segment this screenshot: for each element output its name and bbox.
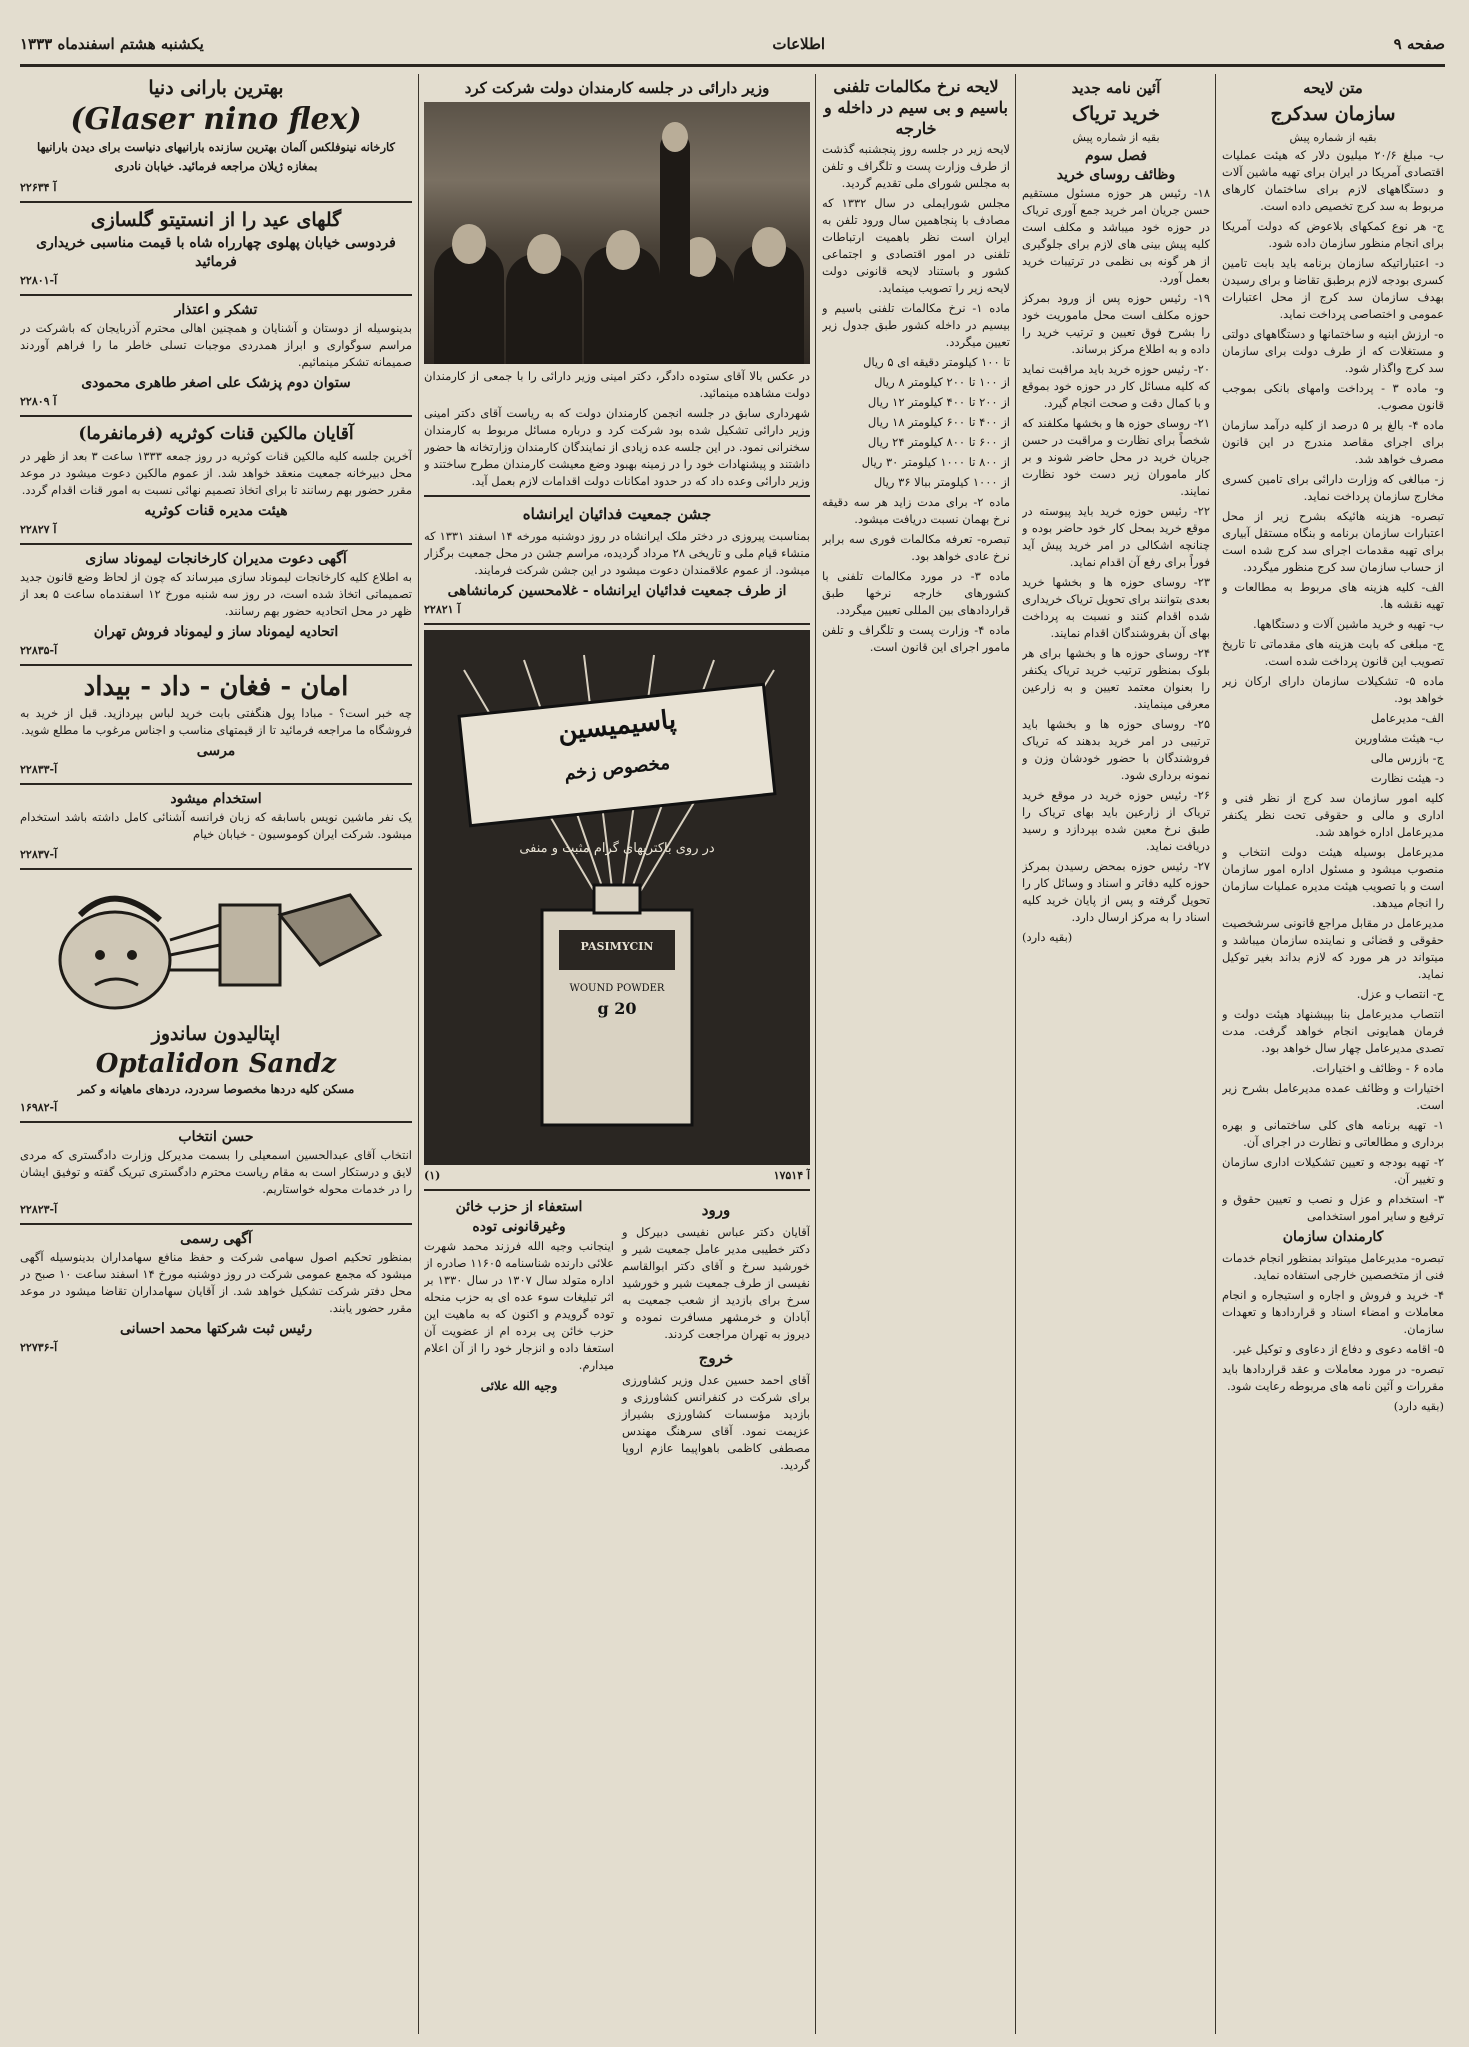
paragraph: ز- مبالغی که وزارت دارائی برای تامین کسری مخارج سازمان پرداخت نماید. xyxy=(1222,472,1444,503)
paragraph: ح- انتصاب و عزل. xyxy=(1356,987,1444,1001)
paragraph: ۳- استخدام و عزل و نصب و تعیین حقوق و ترفیع و سایر امور استخدامی xyxy=(1222,1192,1444,1223)
paragraph: آقایان دکتر عباس نفیسی دبیرکل و دکتر خطیبی مدیر عامل جمعیت شیر و خورشید سرخ و آقای دکتر ابوالقاسم نفیسی از طرف جمعیت شیر و خورشید سرخ برای بازدید از شعب جمعیت به آبادان و خرمشهر مسافرت نموده و دیروز به تهران مراجعت کردند. xyxy=(622,1225,810,1341)
paragraph: ماده ۳- در مورد مکالمات تلفنی با کشورهای خارجه نرخها طبق قراردادهای بین المللی تعیین میگردد. xyxy=(822,569,1010,617)
paragraph: ماده ۴- بالغ بر ۵ درصد از کلیه درآمد سازمان برای اجرای مقاصد مندرج در این قانون مصرف خواهد شد. xyxy=(1222,418,1444,466)
divider xyxy=(20,1121,412,1123)
ad-code: آ ۲۲۸۲۱ xyxy=(424,603,461,616)
paragraph: ب- مبلغ ۲۰/۶ میلیون دلار که هیئت عملیات اقتصادی آمریکا در ایران برای تهیه ماشین آلات و دستگاههای لازم برای ساختمان کارهای مربوط به سد کرج تخصیص داده است. xyxy=(1222,148,1444,213)
resign-signature: وجیه الله علائی xyxy=(480,1379,558,1393)
paragraph: ۱۹- رئیس حوزه پس از ورود بمرکز حوزه مکلف است محل ماموریت خود را بشرح فوق تعیین و ترتیب خرید را داده و به اطلاع مرکز برساند. xyxy=(1022,291,1210,356)
ads-column xyxy=(20,74,412,2034)
paragraph: ۱- تهیه برنامه های کلی ساختمانی و بهره برداری و مطالعاتی و نظارت در اجرای آن. xyxy=(1222,1118,1444,1149)
ad-code: آ-۲۲۸۳۵ xyxy=(20,644,58,657)
paragraph: (بقیه دارد) xyxy=(1393,1399,1444,1413)
ad-code: آ-۲۲۸۲۳ xyxy=(20,1203,58,1216)
divider xyxy=(20,783,412,785)
ad-footer xyxy=(424,1167,810,1184)
resign-title: استعفاء از حزب خائن xyxy=(455,1199,583,1215)
bottom-articles xyxy=(424,1196,810,1477)
ad-dose: 20 g xyxy=(597,999,637,1018)
divider xyxy=(20,294,412,296)
arrival-departure-news xyxy=(622,1196,810,1477)
paragraph: ۱۸- رئیس هر حوزه مسئول مستقیم حسن جریان امر خرید جمع آوری تریاک در حوزه خود میباشد و مکلف است کلیه پیش بینی های لازم برای جلوگیری از هر گونه بی نظمی در ترتیبات خرید بعمل آورد. xyxy=(1022,186,1210,285)
optalidon-illustration xyxy=(20,875,412,1020)
divider xyxy=(20,1223,412,1225)
ad-code: آ ۲۲۸۰۹ xyxy=(20,395,57,408)
paragraph: انتخاب آقای عبدالحسین اسمعیلی را بسمت مدیرکل وزارت دادگستری که مردی لایق و درستکار است به مقام ریاست محترم دادگستری تبریک گفته و توفیق ایشان را در خدمات محوله خواستاریم. xyxy=(20,1148,412,1196)
ad-title: گلهای عید را از انستیتو گلسازی xyxy=(90,209,342,231)
article-title: لایحه نرخ مکالمات تلفنی باسیم و بی سیم در داخله و خارجه xyxy=(824,77,1008,138)
ad-signature: اتحادیه لیموناد ساز و لیموناد فروش تهران xyxy=(93,624,339,640)
article-sad-karaj xyxy=(1222,74,1444,2034)
ad-title: بهترین بارانی دنیا xyxy=(148,77,284,99)
ad-code: آ-۲۲۸۳۷ xyxy=(20,848,58,861)
paragraph: بمناسبت پیروزی در دختر ملک ایرانشاه در روز دوشنبه مورخه ۱۴ اسفند ۱۳۳۱ که منشاء قیام ملی و تاریخی ۲۸ مرداد گردیده، مراسم جشن در محل جمعیت برگزار میشود. از عموم علاقمندان دعوت میشود در این جشن شرکت فرمایند. xyxy=(424,529,810,577)
paragraph: د- هیئت نظارت xyxy=(1370,771,1444,785)
ad-brand-en: (Glaser nino flex) xyxy=(70,102,362,137)
divider xyxy=(424,1189,810,1191)
resignation-notice xyxy=(424,1196,614,1477)
subheading: کارمندان سازمان xyxy=(1282,1229,1384,1245)
paragraph: ۲۶- رئیس حوزه خرید در موقع خرید تریاک از زارعین باید بهای تریاک را طبق نرخ معین شده بپردازد و رسید دریافت نماید. xyxy=(1022,788,1210,853)
divider xyxy=(20,868,412,870)
departure-title: خروج xyxy=(698,1349,734,1367)
paragraph: یک نفر ماشین نویس باسابقه که زبان فرانسه آشنائی کامل داشته باشد استخدام میشود. شرکت ایران کوموسیون - خیابان خیام xyxy=(20,810,412,841)
paragraph: ۲۷- رئیس حوزه بمحض رسیدن بمرکز حوزه کلیه دفاتر و اسناد و وسائل کار را تحویل گرفته و پس از پایان خرید کلیه اسناد را به مرکز ارسال دارد. xyxy=(1022,859,1210,924)
paragraph: مجلس شورایملی در سال ۱۳۳۲ که مصادف با پنجاهمین سال ورود تلفن به ایران است نظر باهمیت ارتباطات تلفنی در امور اقتصادی و اجتماعی کشور و باستناد لایحه قانونی دولت لایحه زیر را تصویب مینماید. xyxy=(822,196,1010,295)
paragraph: بمنظور تحکیم اصول سهامی شرکت و حفظ منافع سهامداران بدینوسیله آگهی میشود که مجمع عمومی شرکت در روز دوشنبه مورخ ۱۴ اسفند ساعت ۱۰ صبح در محل دفتر شرکت تشکیل خواهد شد. از آقایان سهامداران تقاضا میشود در موعد مقرر حضور یابند. xyxy=(20,1250,412,1315)
paragraph: اینجانب وجیه الله فرزند محمد شهرت علائی دارنده شناسنامه ۱۱۶۰۵ صادره از اداره متولد سال ۱۳۰۷ در سال ۱۳۳۰ بر اثر تبلیغات سوء عده ای به حزب منحله توده گرویدم و اکنون که به ماهیت این حزب خائن پی برده ام از عضویت آن استعفا داده و انزجار خود را از آن اعلام میدارم. xyxy=(424,1239,615,1372)
paragraph: ۲۵- روسای حوزه ها و بخشها باید ترتیبی در امر خرید بدهند که تریاک فروشندگان با حضور خودشان وزن و نمونه برداری شود. xyxy=(1022,717,1210,782)
ad-title: آقایان مالکین قنات کوثریه (فرمانفرما) xyxy=(78,424,354,444)
divider xyxy=(20,415,412,417)
paragraph: ه- ارزش ابنیه و ساختمانها و دستگاههای دولتی و مستغلات که از طرف دولت برای سازمان سد کرج واگذار شود. xyxy=(1222,327,1444,375)
paragraph: و- ماده ۳ - پرداخت وامهای بانکی بموجب قانون مصوب. xyxy=(1222,381,1444,412)
paragraph: آقای احمد حسین عدل وزیر کشاورزی برای شرکت در کنفرانس کشاورزی و بازدید مؤسسات کشاورزی بشیراز عزیمت نمود. آقای سرهنگ مهندس مصطفی کاظمی باهواپیما عازم اروپا گردید. xyxy=(622,1373,810,1472)
rate-row: از ۴۰۰ تا ۶۰۰ کیلومتر ۱۸ ریال xyxy=(867,415,1010,429)
ad-code: آ-۱۶۹۸۲ xyxy=(20,1101,58,1114)
paragraph: ج- هر نوع کمکهای بلاعوض که دولت آمریکا برای انجام منظور سازمان داده شود. xyxy=(1222,219,1444,250)
paragraph: مدیرعامل در مقابل مراجع قانونی سرشخصیت حقوقی و قضائی و نماینده سازمان میباشد و میتواند در هر مورد که لازم بداند بغیر توکیل نماید. xyxy=(1222,916,1444,981)
paragraph: بدینوسیله از دوستان و آشنایان و همچنین اهالی محترم آذربایجان که باشرکت در مراسم سوگواری و ابراز همدردی موجبات تسلی خاطر ما را فراهم آوردند صمیمانه تشکر مینمائیم. xyxy=(20,321,412,369)
event-signature: از طرف جمعیت فدائیان ایرانشاه - غلامحسین کرمانشاهی xyxy=(447,583,787,599)
paragraph: ماده ۴- وزارت پست و تلگراف و تلفن مامور اجرای این قانون است. xyxy=(822,623,1010,654)
paragraph: ب- تهیه و خرید ماشین آلات و دستگاهها. xyxy=(1253,617,1444,631)
paragraph: تبصره- هزینه هائیکه بشرح زیر از محل اعتبارات سازمان برنامه و بنگاه مستقل آبیاری برای تهیه مقدمات اجرای سد کرج شده است از حساب سازمان سد کرج منظور میگردد. xyxy=(1222,509,1444,574)
ad-code: آ-۲۲۸۰۱ xyxy=(20,274,58,287)
paragraph: مدیرعامل بوسیله هیئت دولت انتخاب و منصوب میشود و مسئول اداره امور سازمان است و با تصویب هیئت مدیره عملیات سازمان را انجام میدهد. xyxy=(1222,845,1444,910)
article-kicker: آئین نامه جدید xyxy=(1071,79,1161,97)
paragraph: الف- مدیرعامل xyxy=(1370,711,1444,725)
paragraph: انتصاب مدیرعامل بنا بپیشنهاد هیئت دولت و فرمان همایونی انجام خواهد گرفت. مدت تصدی مدیرعامل چهار سال خواهد بود. xyxy=(1222,1007,1444,1055)
article-opium-regulation xyxy=(1022,74,1210,2034)
rate-row: از ۸۰۰ تا ۱۰۰۰ کیلومتر ۳۰ ریال xyxy=(861,455,1010,469)
photo-headline: وزیر دارائی در جلسه کارمندان دولت شرکت کرد xyxy=(464,79,770,97)
header-rule xyxy=(20,64,1445,67)
paragraph: د- اعتباراتیکه سازمان برنامه باید بابت تامین کسری بودجه لازم برطبق تقاضا و برای رسیدن بهدف سازمان سد کرج از محل اعتبارات عمومی و اختصاصی پرداخت نماید. xyxy=(1222,256,1444,321)
column-divider xyxy=(1015,74,1016,2034)
ad-title: استخدام میشود xyxy=(170,791,262,807)
newspaper-name: اطلاعات xyxy=(772,35,826,53)
resign-title: وغیرقانونی توده xyxy=(472,1219,566,1235)
ad-brand-fa: اپتالیدون ساندوز xyxy=(151,1023,281,1045)
paragraph: ۲۱- روسای حوزه ها و بخشها مکلفند که شخصاً برای نظارت و مراقبت در حسن جریان خرید در محل حاضر شوند و بر کار ماموران زیر دست خود نظارت نمایند. xyxy=(1022,416,1210,498)
ad-title: حسن انتخاب xyxy=(178,1129,254,1145)
ad-code: آ ۲۲۶۳۴ xyxy=(20,181,57,194)
paragraph: ماده ۵- تشکیلات سازمان دارای ارکان زیر خواهد بود. xyxy=(1222,674,1444,705)
ad-title: تشکر و اعتذار xyxy=(174,302,258,318)
divider xyxy=(424,623,810,625)
pasimycin-ad xyxy=(424,630,810,1165)
divider xyxy=(424,495,810,497)
paragraph: ۲۴- روسای حوزه ها و بخشها برای هر بلوک بمنظور ترتیب خرید تریاک یکنفر را بعنوان معتمد تعیین و به زارعین معرفی مینمایند. xyxy=(1022,646,1210,711)
ad-title: آگهی دعوت مدیران کارخانجات لیموناد سازی xyxy=(85,551,347,567)
event-title: جشن جمعیت فدائیان ایرانشاه xyxy=(522,505,712,523)
continued-note: بقیه از شماره پیش xyxy=(1072,131,1160,144)
paragraph: تبصره- مدیرعامل میتواند بمنظور انجام خدمات فنی از متخصصین خارجی استفاده نماید. xyxy=(1222,1251,1444,1282)
column-divider xyxy=(418,74,419,2034)
paragraph: الف- کلیه هزینه های مربوط به مطالعات و تهیه نقشه ها. xyxy=(1222,580,1444,611)
issue-date: یکشنبه هشتم اسفندماه ۱۳۳۳ xyxy=(20,35,204,53)
ad-code: آ-۲۲۷۳۶ xyxy=(20,1341,58,1354)
paragraph: اختیارات و وظائف عمده مدیرعامل بشرح زیر است. xyxy=(1222,1081,1444,1112)
paragraph: تبصره- تعرفه مکالمات فوری سه برابر نرخ عادی خواهد بود. xyxy=(822,532,1010,563)
ad-signature: رئیس ثبت شرکتها محمد احسانی xyxy=(119,1321,312,1337)
article-title: خرید تریاک xyxy=(1072,103,1160,125)
paragraph: کلیه امور سازمان سد کرج از نظر فنی و اداری و مالی و حقوقی تحت نظر یکنفر مدیرعامل اداره خواهد شد. xyxy=(1222,791,1444,839)
divider xyxy=(20,201,412,203)
article-telephone-rates xyxy=(822,74,1010,2034)
article-kicker: متن لایحه xyxy=(1303,79,1363,97)
section-heading: وظائف روسای خرید xyxy=(1056,167,1176,183)
paragraph: ۲۰- رئیس حوزه خرید باید مراقبت نماید که کلیه مسائل کار در حوزه خود بموقع و با کمال دقت و صحت انجام گیرد. xyxy=(1022,362,1210,410)
ad-code: آ ۱۷۵۱۴ xyxy=(773,1169,810,1182)
photo-caption: در عکس بالا آقای ستوده دادگر، دکتر امینی وزیر دارائی را با جمعی از کارمندان دولت مشاهده مینمائید. xyxy=(424,369,810,400)
ad-code: آ ۲۲۸۲۷ xyxy=(20,523,57,536)
section-heading: فصل سوم xyxy=(1085,148,1147,164)
paragraph: ج- بازرس مالی xyxy=(1370,751,1444,765)
column-divider xyxy=(1215,74,1216,2034)
rate-row: از ۱۰۰ تا ۲۰۰ کیلومتر ۸ ریال xyxy=(874,375,1010,389)
page-header xyxy=(20,28,1445,60)
ad-code: آ-۲۲۸۳۳ xyxy=(20,763,58,776)
paragraph: ۲۳- روسای حوزه ها و بخشها خرید بعدی بتوانند برای تحویل تریاک خریداری شده اقدام کنند و نسبت به پرداخت بهای آن بفروشندگان اقدام نمایند. xyxy=(1022,575,1210,640)
paragraph: ماده ۱- نرخ مکالمات تلفنی باسیم و بیسیم در داخله کشور طبق جدول زیر تعیین میگردد. xyxy=(822,301,1010,349)
ad-brand-en: Optalidon Sandz xyxy=(95,1049,337,1079)
ad-product-name: پاسیمیسین xyxy=(556,704,678,748)
paragraph: ب- هیئت مشاورین xyxy=(1354,731,1444,745)
rate-row: از ۲۰۰ تا ۴۰۰ کیلومتر ۱۲ ریال xyxy=(867,395,1010,409)
article-title: سازمان سدکرج xyxy=(1270,103,1396,125)
headache-figure-icon xyxy=(20,875,412,1020)
center-column xyxy=(424,74,810,2034)
rate-row: از ۶۰۰ تا ۸۰۰ کیلومتر ۲۴ ریال xyxy=(867,435,1010,449)
paragraph: ج- مبلغی که بابت هزینه های مقدماتی تا تاریخ تصویب این قانون پرداخت شده است. xyxy=(1222,637,1444,668)
rate-row: از ۱۰۰۰ کیلومتر ببالا ۳۶ ریال xyxy=(873,475,1010,489)
paragraph: چه خبر است؟ - مبادا پول هنگفتی بابت خرید لباس بپردازید. قبل از خرید به فروشگاه ما مراجعه فرمائید تا از قیمتهای مناسب و اجناس مرغوب ما مطلع شوید. xyxy=(20,706,412,737)
paragraph: شهرداری سابق در جلسه انجمن کارمندان دولت که به ریاست آقای دکتر امینی وزیر دارائی تشکیل شده بود شرکت کرد و درباره مسائل مربوط به کارمندان سخنرانی نمود. در این جلسه عده زیادی از نمایندگان کارمندان وزارتخانه ها حضور داشتند و پیشنهادات خود را در زمینه بهبود وضع معیشت کارمندان مطرح ساختند و وزیر دارائی وعده داد که در حدود امکانات دولت اقدامات لازم بعمل آید. xyxy=(424,406,810,488)
paragraph: به اطلاع کلیه کارخانجات لیموناد سازی میرساند که چون از لحاظ وضع قانون جدید تصمیماتی اتخاذ شده است، در روز سه شنبه مورخ ۱۲ اسفندماه ساعت ۵ بعد از ظهر در محل اتحادیه حضور بهم رسانند. xyxy=(20,570,412,618)
ad-tagline: مخصوص زخم xyxy=(563,752,671,785)
ad-signature: هیئت مدیره قنات کوثریه xyxy=(144,503,288,519)
paragraph: کارخانه نینوفلکس آلمان بهترین سازنده بارانیهای دنیاست برای دیدن بارانیها بمغازه ژیلان مراجعه فرمائید. خیابان نادری xyxy=(36,140,396,173)
ad-signature: ستوان دوم پزشک علی اصغر طاهری محمودی xyxy=(81,375,351,391)
news-photo xyxy=(424,102,810,364)
paragraph: آخرین جلسه کلیه مالکین قنات کوثریه در روز جمعه ۱۳۳۳ ساعت ۳ بعد از ظهر در محل دبیرخانه جمعیت منعقد خواهد شد. از عموم مالکین دعوت میشود در موعد مقرر حضور بهم رسانند تا برای اتخاذ تصمیم نهائی نسبت به امور قنات اقدام گردد. xyxy=(20,449,412,497)
rate-row: تا ۱۰۰ کیلومتر دقیقه ای ۵ ریال xyxy=(863,355,1010,369)
paragraph: فردوسی خیابان پهلوی چهارراه شاه با قیمت مناسبی خریداری فرمائید xyxy=(36,235,396,270)
ad-brand-sub: WOUND POWDER xyxy=(569,983,665,994)
ad-code: (۱) xyxy=(424,1169,441,1182)
ad-title: امان - فغان - داد - بیداد xyxy=(83,672,349,702)
divider xyxy=(20,664,412,666)
ad-title: آگهی رسمی xyxy=(180,1231,252,1247)
paragraph: ۴- خرید و فروش و اجاره و استیجاره و انجام معاملات و امضاء اسناد و قراردادها و تعهدات سازمان. xyxy=(1222,1288,1444,1336)
paragraph: ۵- اقامه دعوی و دفاع از دعاوی و توکیل غیر. xyxy=(1232,1342,1444,1356)
paragraph: ۲- تهیه بودجه و تعیین تشکیلات اداری سازمان و تغییر آن. xyxy=(1222,1155,1444,1186)
continued-note: بقیه از شماره پیش xyxy=(1289,131,1377,144)
paragraph: تبصره- در مورد معاملات و عقد قراردادها باید مقررات و آئین نامه های مربوطه رعایت شود. xyxy=(1222,1362,1444,1393)
divider xyxy=(20,543,412,545)
column-divider xyxy=(815,74,816,2034)
paragraph: مسکن کلیه دردها مخصوصا سردرد، دردهای ماهیانه و کمر xyxy=(77,1082,355,1096)
ad-signature: مرسی xyxy=(196,743,236,759)
page-number: صفحه ۹ xyxy=(1393,35,1445,53)
paragraph: ۲۲- رئیس حوزه خرید باید پیوسته در موقع خرید بمحل کار خود حاضر بوده و چنانچه اشکالی در امر خرید پیش آید فوراً برای رفع آن اقدام نماید. xyxy=(1022,504,1210,569)
continued-note: (بقیه دارد) xyxy=(1022,930,1073,944)
ad-brand-en: PASIMYCIN xyxy=(580,940,654,953)
paragraph: لایحه زیر در جلسه روز پنجشنبه گذشت از طرف وزارت پست و تلگراف و تلفن به مجلس شورای ملی تقدیم گردید. xyxy=(822,142,1010,190)
paragraph: ماده ۶ - وظائف و اختیارات. xyxy=(1311,1061,1444,1075)
arrival-title: ورود xyxy=(701,1201,731,1219)
paragraph: ماده ۲- برای مدت زاید هر سه دقیقه نرخ بهمان نسبت دریافت میشود. xyxy=(822,495,1010,526)
ad-description: در روی باکتریهای گرام مثبت و منفی xyxy=(519,841,715,856)
